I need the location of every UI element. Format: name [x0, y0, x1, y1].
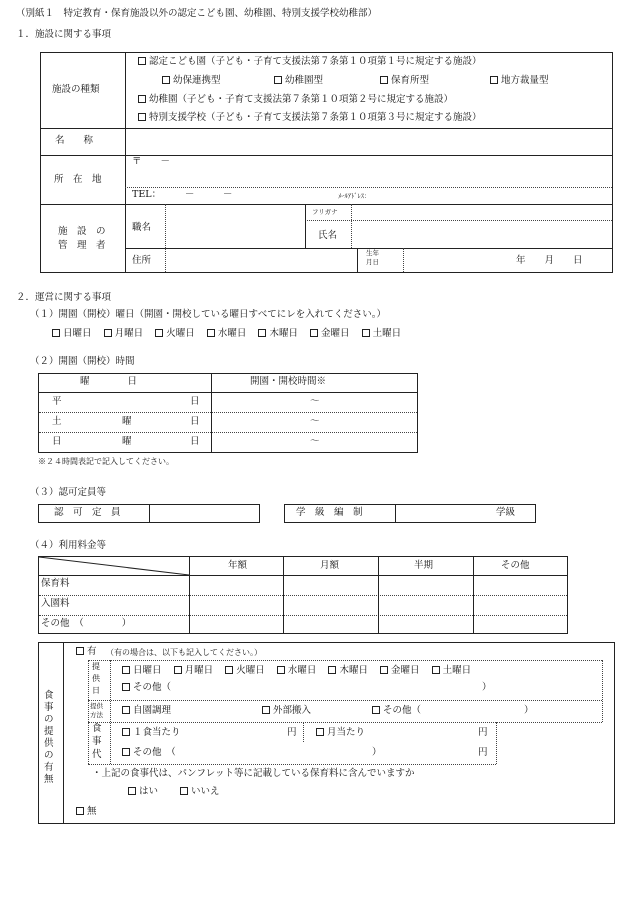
yen-1: 円	[287, 727, 297, 738]
meal-no-option[interactable]: 無	[76, 806, 97, 818]
diagonal-line	[39, 557, 189, 575]
checkbox[interactable]	[274, 76, 282, 84]
row-sun-2: 曜	[122, 436, 132, 447]
method-self[interactable]: 自園調理	[122, 705, 171, 717]
cost-other[interactable]: その他 （	[122, 747, 176, 759]
fee-head-year: 年額	[228, 560, 248, 571]
cost-label-2: 事	[92, 736, 102, 747]
birth-label-1: 生年	[366, 249, 379, 257]
job-title-label: 職名	[132, 222, 152, 233]
day-sun[interactable]: 日曜日	[52, 328, 92, 339]
checkbox[interactable]	[138, 113, 146, 121]
checkbox[interactable]	[76, 647, 84, 655]
hours-weekday-field[interactable]: ～	[310, 396, 320, 407]
kind-hoikusho-type[interactable]: 保育所型	[380, 75, 429, 87]
day-sat[interactable]: 土曜日	[362, 328, 402, 339]
checkbox[interactable]	[76, 807, 84, 815]
fee-head-half: 半期	[414, 560, 434, 571]
cost-label-3: 代	[92, 749, 102, 760]
hours-head-time: 開園・開校時間※	[250, 376, 327, 387]
capacity-title: （３）認可定員等	[30, 487, 107, 498]
method-external[interactable]: 外部搬入	[262, 705, 311, 717]
meal-yes-option[interactable]: 有	[76, 646, 97, 658]
kind-yoho[interactable]: 幼保連携型	[162, 75, 221, 87]
meal-days-row	[122, 665, 471, 677]
manager-name-label: 氏名	[318, 230, 338, 241]
kind-tokubetsu[interactable]: 特別支援学校（子ども・子育て支援法第７条第１０項第３号に規定する施設）	[138, 112, 482, 124]
day-mon[interactable]: 月曜日	[104, 328, 144, 339]
yen-3: 円	[478, 747, 488, 758]
birth-date-field[interactable]: 年 月 日	[516, 255, 583, 266]
meal-yes-note: （有の場合は、以下も記入してください。）	[106, 648, 262, 657]
row-sun-1: 日	[52, 436, 62, 447]
row-sat-1: 土	[52, 416, 62, 427]
day-label-3: 日	[92, 686, 100, 695]
method-label-1: 提供	[90, 702, 103, 710]
hours-title: （２）開園（開校）時間	[30, 356, 135, 367]
included-no[interactable]: いいえ	[180, 786, 220, 798]
yen-2: 円	[478, 727, 488, 738]
row-weekday-2: 日	[190, 396, 200, 407]
checkbox[interactable]	[138, 95, 146, 103]
fee-head-other: その他	[501, 560, 530, 571]
capacity-field[interactable]	[150, 505, 258, 522]
capacity-label: 認 可 定 員	[54, 507, 121, 518]
cost-label-1: 食	[92, 723, 102, 734]
facility-name-label: 名 称	[55, 135, 94, 146]
birth-label-2: 月日	[366, 258, 379, 266]
meal-day-fri[interactable]: 金曜日	[380, 665, 420, 676]
row-sun-3: 日	[190, 436, 200, 447]
fee-row-nyuen: 入園料	[41, 598, 70, 609]
checkbox[interactable]	[138, 57, 146, 65]
meal-day-sun[interactable]: 日曜日	[122, 665, 162, 676]
meal-day-sat[interactable]: 土曜日	[432, 665, 472, 676]
document-header: （別紙１ 特定教育・保育施設以外の認定こども園、幼稚園、特別支援学校幼稚部）	[16, 8, 378, 19]
meal-day-tue[interactable]: 火曜日	[225, 665, 265, 676]
fee-title: （４）利用料金等	[30, 540, 107, 551]
postal-code[interactable]: 〒 －	[132, 156, 171, 167]
class-label: 学 級 編 制	[296, 507, 363, 518]
row-weekday-1: 平	[52, 396, 62, 407]
section2-title: ２．運営に関する事項	[16, 292, 112, 303]
method-label-2: 方法	[90, 711, 103, 719]
cost-per-meal[interactable]: １食当たり	[122, 727, 181, 739]
kind-yochien-type[interactable]: 幼稚園型	[274, 75, 323, 87]
day-fri[interactable]: 金曜日	[310, 328, 350, 339]
residence-label: 住所	[132, 255, 152, 266]
open-days-row	[52, 328, 401, 340]
day-wed[interactable]: 水曜日	[207, 328, 247, 339]
kind-chiho[interactable]: 地方裁量型	[490, 75, 549, 87]
row-sat-3: 日	[190, 416, 200, 427]
meal-day-wed[interactable]: 水曜日	[277, 665, 317, 676]
meal-day-other[interactable]: その他（	[122, 682, 171, 694]
address-label: 所 在 地	[54, 174, 102, 185]
fee-row-other: その他 （ ）	[41, 618, 132, 629]
kind-yochien[interactable]: 幼稚園（子ども・子育て支援法第７条第１０項第２号に規定する施設）	[138, 94, 453, 106]
checkbox[interactable]	[380, 76, 388, 84]
facility-name-field[interactable]	[126, 128, 612, 153]
class-field[interactable]: 学級	[496, 507, 516, 518]
day-tue[interactable]: 火曜日	[155, 328, 195, 339]
hours-head-day: 曜 日	[80, 376, 138, 387]
day-label-2: 供	[92, 674, 100, 683]
open-days-title: （１）開園（開校）曜日（開園・開校している曜日すべてにレを入れてください。）	[30, 309, 387, 320]
close-paren-2: ）	[524, 705, 534, 716]
facility-kind-label: 施設の種類	[52, 84, 100, 95]
meal-day-thu[interactable]: 木曜日	[328, 665, 368, 676]
meal-day-mon[interactable]: 月曜日	[174, 665, 214, 676]
checkbox[interactable]	[490, 76, 498, 84]
section1-title: １．施設に関する事項	[16, 29, 112, 40]
method-other[interactable]: その他（	[372, 705, 421, 717]
hours-sat-field[interactable]: ～	[310, 416, 320, 427]
hours-note: ※２４時間表記で記入してください。	[38, 457, 174, 466]
included-yes[interactable]: はい	[128, 786, 158, 798]
close-paren-1: ）	[482, 682, 492, 693]
furigana-label: フリガナ	[312, 208, 338, 216]
checkbox[interactable]	[162, 76, 170, 84]
close-paren-3: ）	[372, 747, 382, 758]
email-field[interactable]: ﾒｰﾙｱﾄﾞﾚｽ：	[338, 192, 371, 200]
row-sat-2: 曜	[122, 416, 132, 427]
manager-label-2: 管 理 者	[58, 240, 106, 251]
day-thu[interactable]: 木曜日	[258, 328, 298, 339]
meal-label: 食事の提供の有無	[44, 690, 54, 785]
fee-head-month: 月額	[320, 560, 340, 571]
fee-row-hoiku: 保育料	[41, 578, 70, 589]
kind-kodomoen[interactable]: 認定こども園（子ども・子育て支援法第７条第１０項第１号に規定する施設）	[138, 56, 482, 68]
included-question: ・上記の食事代は、パンフレット等に記載している保育料に含んでいますか	[92, 768, 415, 779]
hours-sun-field[interactable]: ～	[310, 436, 320, 447]
manager-label-1: 施 設 の	[58, 226, 106, 237]
tel-field[interactable]: TEL： － －	[132, 189, 233, 200]
day-label-1: 提	[92, 662, 100, 671]
cost-per-month[interactable]: 月当たり	[316, 727, 365, 739]
